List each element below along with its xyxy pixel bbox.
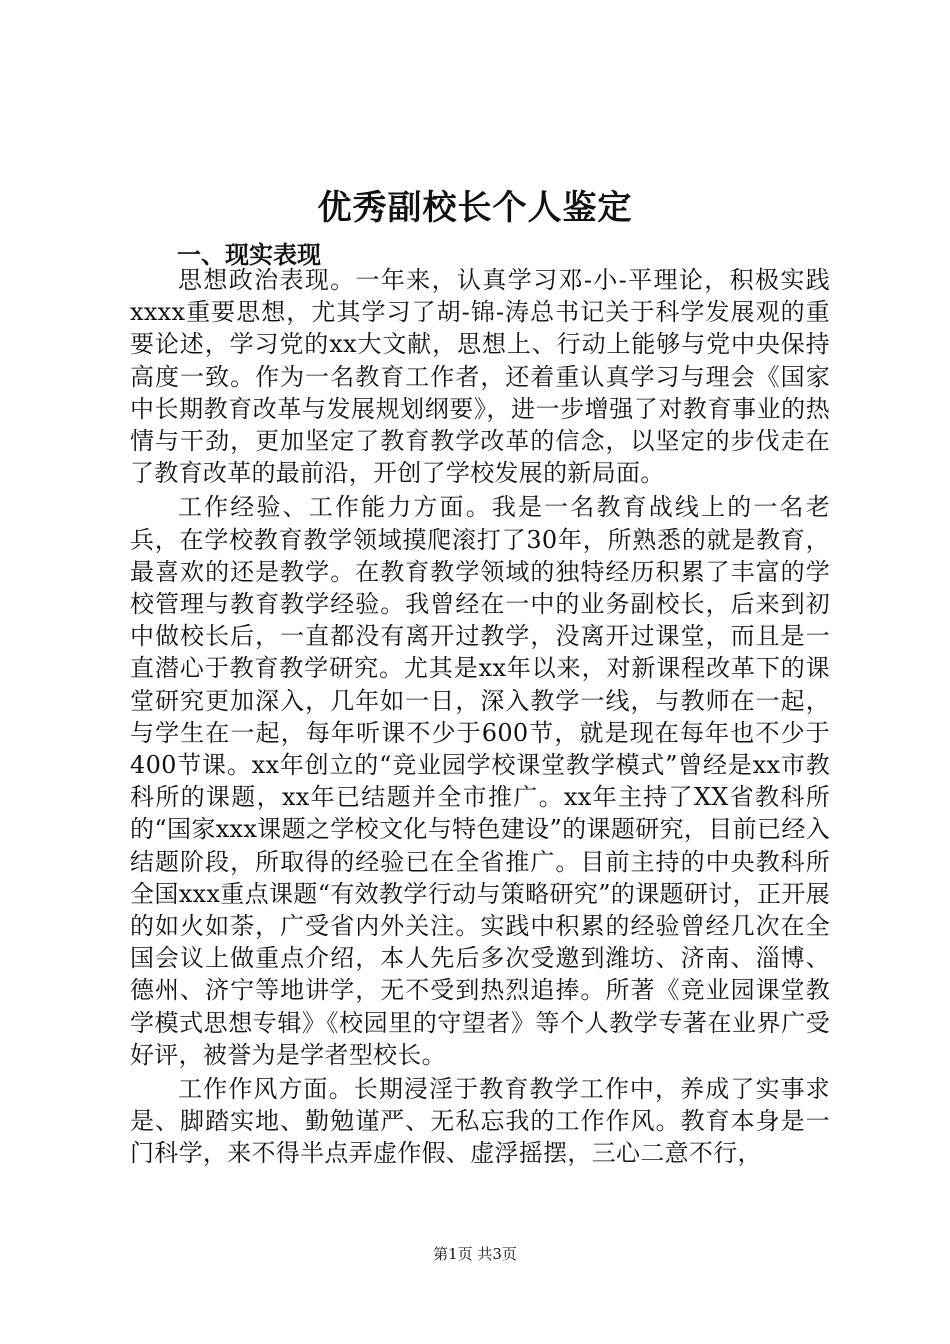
paragraph-experience: 工作经验、工作能力方面。我是一名教育战线上的一名老兵，在学校教育教学领域摸爬滚打了30年，所熟悉的就是教育，最喜欢的还是教学。在教育教学领域的独特经历积累了丰富的学校管理与教育教学经验。我曾经在一中的业务副校长，后来到初中做校长后，一直都没有离开过教学，没离开过课堂，而且是一直潜心于教育教学研究。尤其是xx年以来，对新课程改革下的课堂研究更加深入，几年如一日，深入教学一线，与教师在一起，与学生在一起，每年听课不少于600节，就是现在每年也不少于400节课。xx年创立的“竞业园学校课堂教学模式”曾经是xx市教科所的课题，xx年已结题并全市推广。xx年主持了XX省教科所的“国家xxx课题之学校文化与特色建设”的课题研究，目前已经入结题阶段，所取得的经验已在全省推广。目前主持的中央教科所全国xxx重点课题“有效教学行动与策略研究”的课题研讨，正开展的如火如荼，广受省内外关注。实践中积累的经验曾经几次在全国会议上做重点介绍，本人先后多次受邀到潍坊、济南、淄博、德州、济宁等地讲学，无不受到热烈追捧。所著《竞业园课堂教学模式思想专辑》《校园里的守望者》等个人教学专著在业界广受好评，被誉为是学者型校长。 [130, 493, 830, 1069]
paragraph-political: 思想政治表现。一年来，认真学习邓-小-平理论，积极实践xxxx重要思想，尤其学习了胡-锦-涛总书记关于科学发展观的重要论述，学习党的xx大文献，思想上、行动上能够与党中央保持高度一致。作为一名教育工作者，还着重认真学习与理会《国家中长期教育改革与发展规划纲要》，进一步增强了对教育事业的热情与干劲，更加坚定了教育教学改革的信念，以坚定的步伐走在了教育改革的最前沿，开创了学校发展的新局面。 [130, 266, 830, 488]
document-title: 优秀副校长个人鉴定 [317, 188, 633, 228]
page-footer: 第1页 共3页 [433, 1245, 517, 1263]
section-heading: 一、现实表现 [177, 240, 321, 269]
paragraph-work-style: 工作作风方面。长期浸淫于教育教学工作中，养成了实事求是、脚踏实地、勤勉谨严、无私忘我的工作作风。教育本身是一门科学，来不得半点弄虚作假、虚浮摇摆，三心二意不行， [130, 1075, 830, 1168]
document-body [130, 264, 830, 1172]
